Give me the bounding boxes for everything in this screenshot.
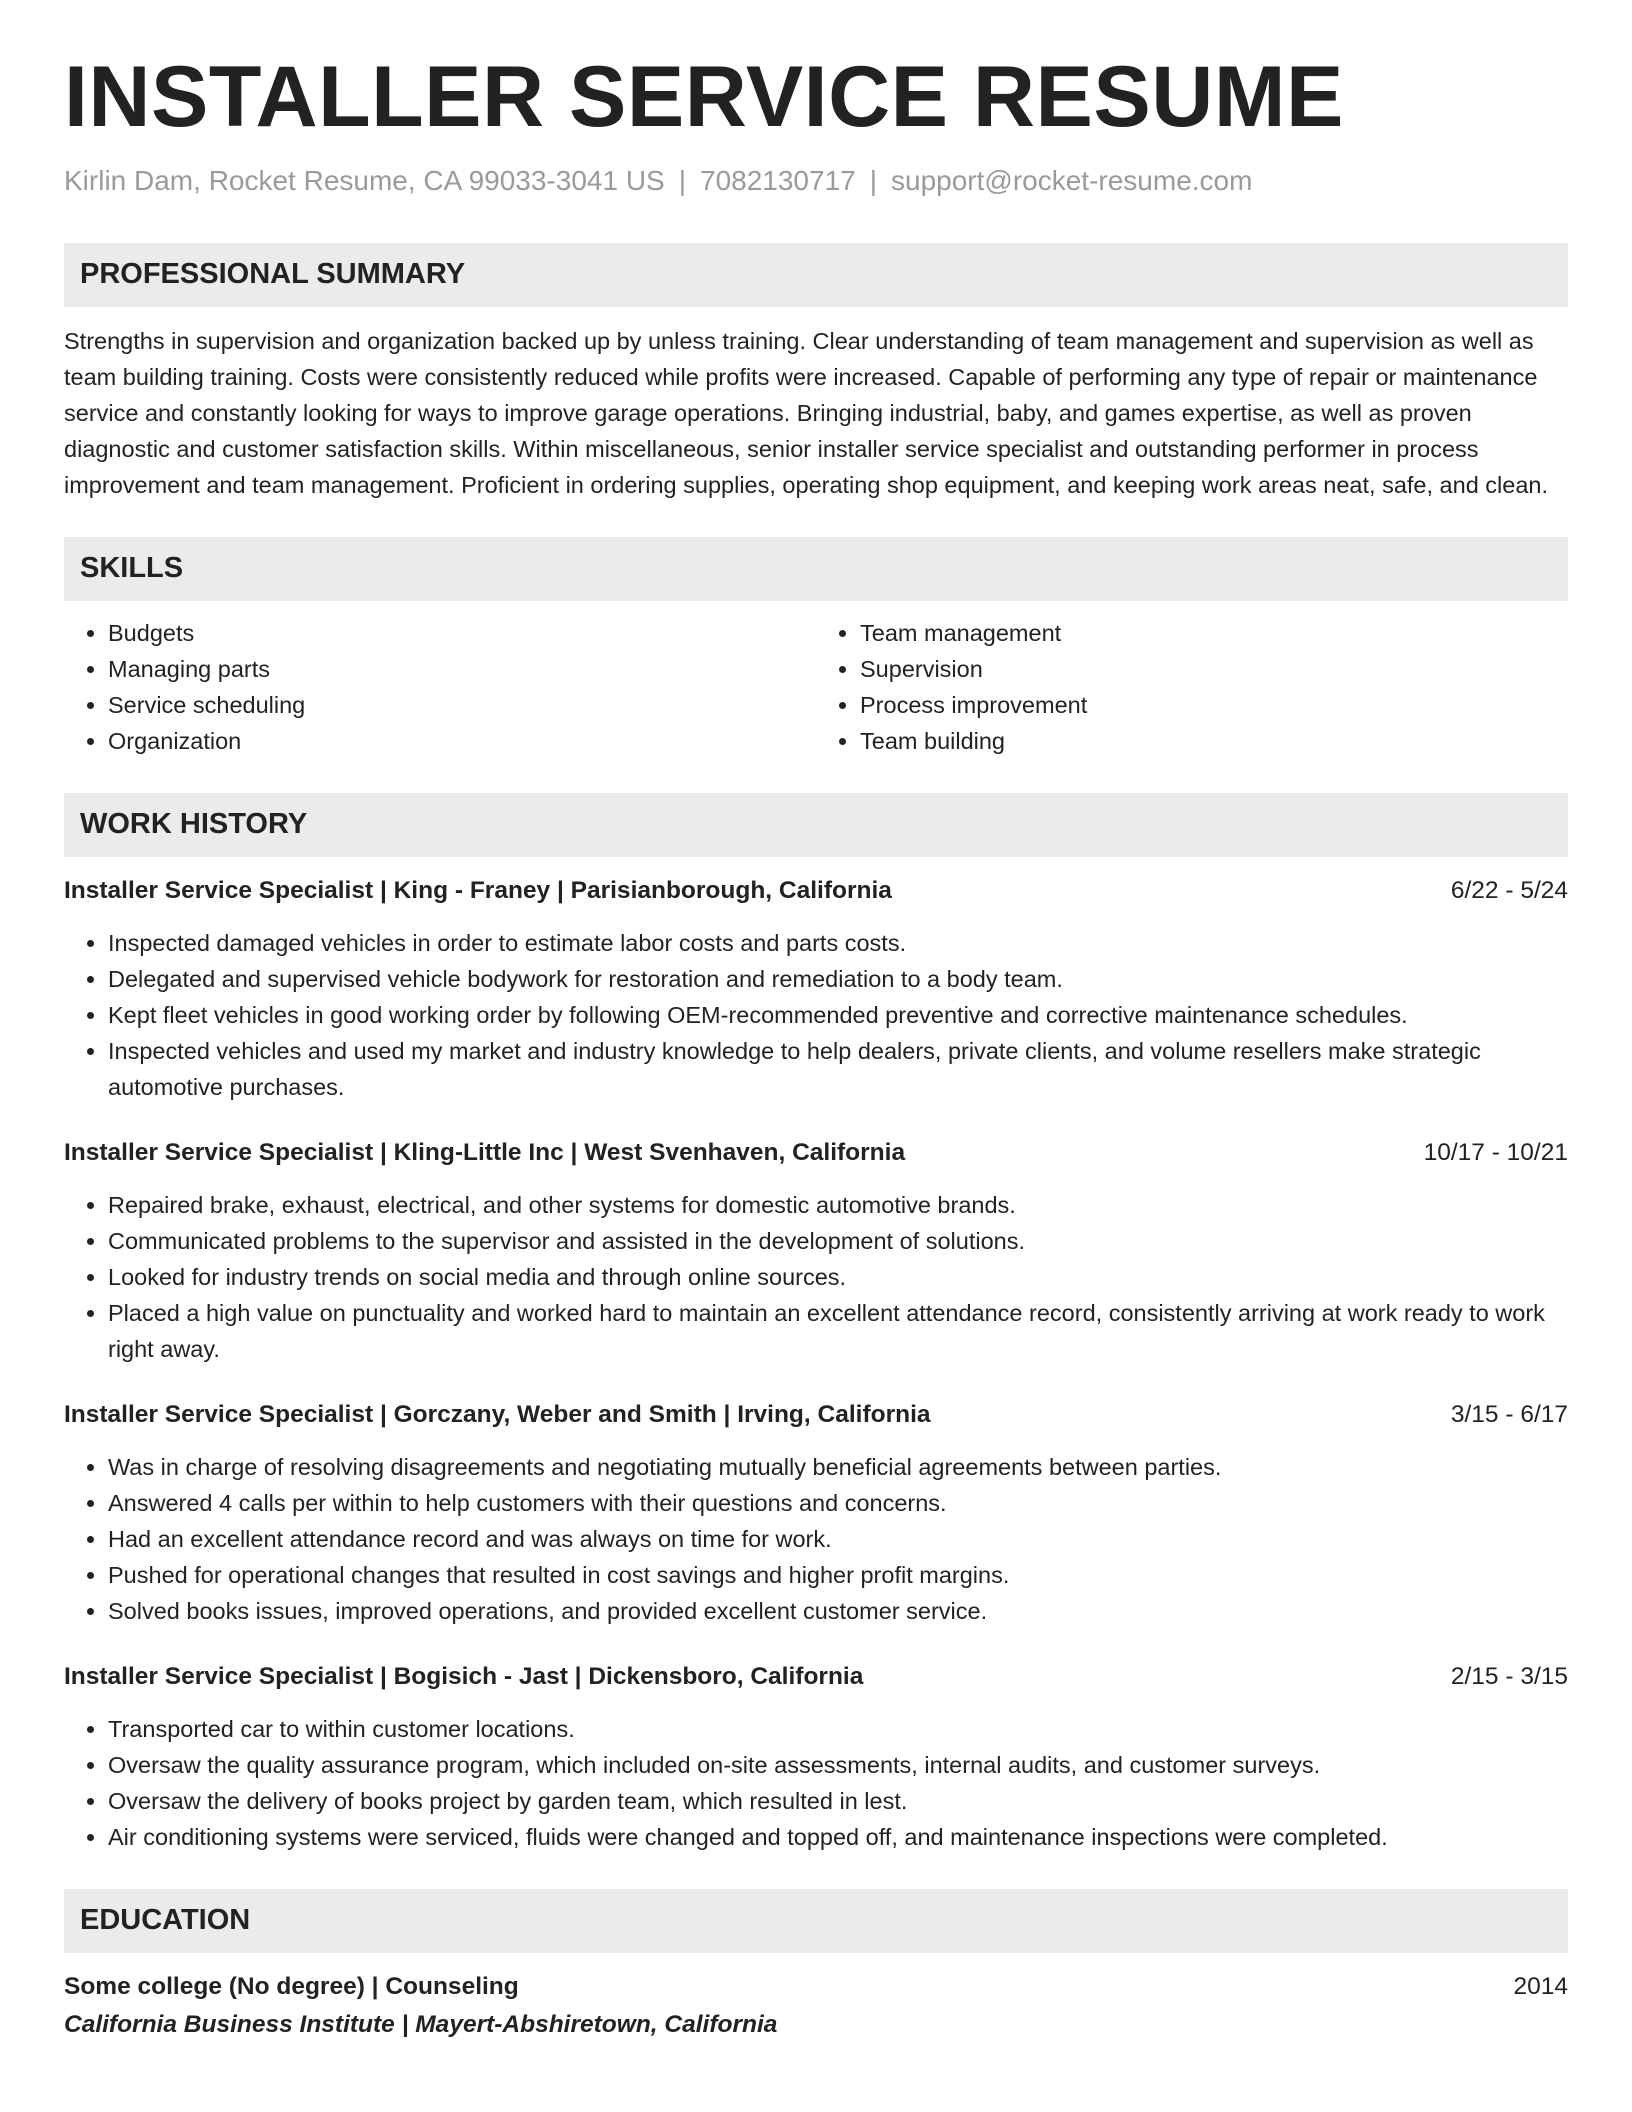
job-bullet: • Transported car to within customer locations.: [108, 1711, 1568, 1747]
education-header: [64, 1969, 1568, 2005]
job-dates: 3/15 - 6/17: [1450, 1400, 1568, 1428]
job-header: [64, 1135, 1568, 1171]
education-heading: EDUCATION: [64, 1889, 1568, 1953]
job-title: Installer Service Specialist | Kling-Little Inc | West Svenhaven, California: [64, 1138, 906, 1166]
job-title: Installer Service Specialist | Gorczany, Weber and Smith | Irving, California: [64, 1400, 931, 1428]
skill-item: • Team building: [860, 723, 1568, 759]
job-bullet: • Inspected vehicles and used my market and industry knowledge to help dealers, private clients, and volume resellers make strategic automotive purchases.: [108, 1033, 1568, 1105]
job-entry: [64, 1135, 1568, 1367]
education-year: 2014: [1513, 1972, 1568, 2000]
summary-heading: PROFESSIONAL SUMMARY: [64, 243, 1568, 307]
skill-item: • Service scheduling: [108, 687, 816, 723]
contact-phone: 7082130717: [700, 164, 856, 196]
education-degree: Some college (No degree) | Counseling: [64, 1972, 519, 2000]
summary-text: Strengths in supervision and organization backed up by unless training. Clear understanding of team management and supervision as well as team building training. Costs were consistently reduced while profits were increased. Capable of performing any type of repair or maintenance service and constantly looking for ways to improve garage operations. Bringing industrial, baby, and games expertise, as well as proven diagnostic and customer satisfaction skills. Within miscellaneous, senior installer service specialist and outstanding performer in process improvement and team management. Proficient in ordering supplies, operating shop equipment, and keeping work areas neat, safe, and clean.: [64, 327, 1548, 498]
job-bullet: • Oversaw the quality assurance program, which included on-site assessments, internal audits, and customer surveys.: [108, 1747, 1568, 1783]
job-title: Installer Service Specialist | King - Franey | Parisianborough, California: [64, 876, 892, 904]
job-header: [64, 1397, 1568, 1433]
job-header: [64, 873, 1568, 909]
job-bullet: • Solved books issues, improved operations, and provided excellent customer service.: [108, 1593, 1568, 1629]
skill-item: • Organization: [108, 723, 816, 759]
job-title: Installer Service Specialist | Bogisich - Jast | Dickensboro, California: [64, 1662, 864, 1690]
contact-separator: |: [869, 164, 878, 196]
skills-list: [64, 615, 1568, 759]
skill-item: • Budgets: [108, 615, 816, 651]
education-school: California Business Institute | Mayert-Abshiretown, California: [64, 2010, 778, 2038]
skills-column-left: [64, 615, 816, 759]
job-bullet: • Air conditioning systems were serviced, fluids were changed and topped off, and maintenance inspections were completed.: [108, 1819, 1568, 1855]
skill-item: • Supervision: [860, 651, 1568, 687]
job-bullet: • Repaired brake, exhaust, electrical, and other systems for domestic automotive brands.: [108, 1187, 1568, 1223]
job-bullet: • Oversaw the delivery of books project by garden team, which resulted in lest.: [108, 1783, 1568, 1819]
job-bullet: • Pushed for operational changes that resulted in cost savings and higher profit margins.: [108, 1557, 1568, 1593]
job-header: [64, 1659, 1568, 1695]
contact-line: [64, 165, 1568, 197]
skills-column-right: [816, 615, 1568, 759]
job-bullet: • Inspected damaged vehicles in order to estimate labor costs and parts costs.: [108, 925, 1568, 961]
job-bullet: • Delegated and supervised vehicle bodywork for restoration and remediation to a body team.: [108, 961, 1568, 997]
job-bullets: [64, 925, 1568, 1105]
contact-separator: |: [678, 164, 686, 196]
job-entry: [64, 873, 1568, 1105]
job-bullet: • Placed a high value on punctuality and worked hard to maintain an excellent attendance record, consistently arriving at work ready to work right away.: [108, 1295, 1568, 1367]
contact-address: Kirlin Dam, Rocket Resume, CA 99033-3041 US: [64, 164, 665, 196]
work-history-heading: WORK HISTORY: [64, 793, 1568, 857]
job-entry: [64, 1659, 1568, 1855]
skill-item: • Process improvement: [860, 687, 1568, 723]
job-bullet: • Kept fleet vehicles in good working order by following OEM-recommended preventive and corrective maintenance schedules.: [108, 997, 1568, 1033]
job-bullets: [64, 1711, 1568, 1855]
job-bullets: [64, 1449, 1568, 1629]
job-bullet: • Looked for industry trends on social media and through online sources.: [108, 1259, 1568, 1295]
job-bullet: • Communicated problems to the supervisor and assisted in the development of solutions.: [108, 1223, 1568, 1259]
job-entry: [64, 1397, 1568, 1629]
job-dates: 6/22 - 5/24: [1450, 876, 1568, 904]
job-bullets: [64, 1187, 1568, 1367]
education-entry: [64, 1969, 1568, 2045]
skills-heading: SKILLS: [64, 537, 1568, 601]
contact-email: support@rocket-resume.com: [891, 164, 1253, 196]
job-dates: 2/15 - 3/15: [1450, 1662, 1568, 1690]
job-bullet: • Answered 4 calls per within to help customers with their questions and concerns.: [108, 1485, 1568, 1521]
resume-title: INSTALLER SERVICE RESUME: [64, 49, 1344, 145]
skill-item: • Team management: [860, 615, 1568, 651]
job-bullet: • Was in charge of resolving disagreements and negotiating mutually beneficial agreements between parties.: [108, 1449, 1568, 1485]
job-dates: 10/17 - 10/21: [1423, 1138, 1568, 1166]
job-bullet: • Had an excellent attendance record and was always on time for work.: [108, 1521, 1568, 1557]
skill-item: • Managing parts: [108, 651, 816, 687]
